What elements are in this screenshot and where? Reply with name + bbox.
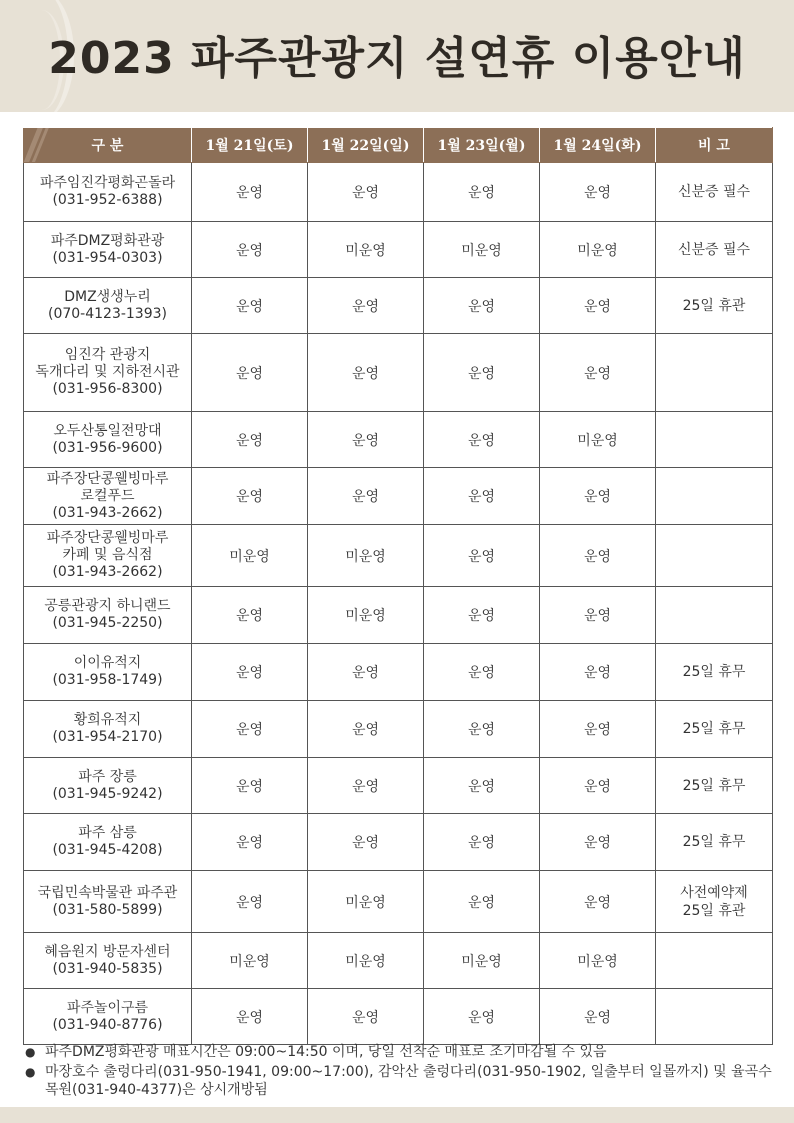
bullet-icon: ●	[25, 1045, 36, 1059]
place-name-line: (031-956-9600)	[52, 439, 163, 456]
status-cell: 운영	[540, 701, 656, 758]
footnote-item	[25, 1043, 777, 1061]
status-cell: 운영	[308, 163, 424, 222]
place-name-line: 파주 장릉	[78, 768, 137, 785]
place-name-line: 로컬푸드	[80, 487, 135, 504]
place-name-cell	[24, 587, 192, 644]
table-row	[24, 933, 773, 989]
status-cell: 운영	[424, 871, 540, 933]
place-name-cell	[24, 989, 192, 1045]
status-cell: 운영	[308, 989, 424, 1045]
status-cell: 운영	[192, 412, 308, 468]
status-cell: 운영	[192, 222, 308, 278]
status-cell: 운영	[424, 525, 540, 587]
place-name-cell	[24, 814, 192, 871]
note-cell	[656, 989, 773, 1045]
status-cell: 운영	[540, 758, 656, 814]
note-cell	[656, 163, 773, 222]
place-name-line: 이이유적지	[73, 655, 142, 671]
status-cell: 운영	[540, 278, 656, 334]
status-cell: 운영	[424, 814, 540, 871]
status-cell: 운영	[308, 334, 424, 412]
place-name-cell	[24, 871, 192, 933]
note-cell	[656, 468, 773, 525]
status-cell: 운영	[540, 871, 656, 933]
status-cell: 운영	[540, 468, 656, 525]
status-cell: 운영	[192, 701, 308, 758]
place-name-cell	[24, 412, 192, 468]
column-header: 비 고	[656, 128, 773, 163]
status-cell: 운영	[540, 989, 656, 1045]
table-row	[24, 587, 773, 644]
note-cell	[656, 587, 773, 644]
status-cell: 미운영	[424, 933, 540, 989]
place-name-cell	[24, 278, 192, 334]
status-cell: 미운영	[540, 412, 656, 468]
place-name-line: (031-945-2250)	[52, 615, 163, 631]
note-cell	[656, 412, 773, 468]
status-cell: 미운영	[540, 933, 656, 989]
status-cell: 운영	[424, 468, 540, 525]
note-cell	[656, 871, 773, 933]
table-row	[24, 758, 773, 814]
status-cell: 미운영	[192, 933, 308, 989]
place-name-cell	[24, 701, 192, 758]
note-line: 신분증 필수	[677, 184, 751, 200]
status-cell: 운영	[192, 989, 308, 1045]
table-row	[24, 814, 773, 871]
status-cell: 운영	[192, 468, 308, 525]
place-name-line: 독개다리 및 지하전시관	[35, 364, 180, 380]
place-name-line: 카페 및 음식점	[62, 547, 153, 563]
place-name-line: 오두산통일전망대	[53, 422, 162, 439]
place-name-line: 파주놀이구름	[66, 999, 149, 1016]
status-cell: 운영	[540, 525, 656, 587]
status-cell: 운영	[424, 989, 540, 1045]
status-cell: 운영	[192, 644, 308, 701]
status-cell: 운영	[308, 412, 424, 468]
place-name-line: 파주장단콩웰빙마루	[46, 530, 169, 546]
status-cell: 미운영	[424, 222, 540, 278]
table-row	[24, 525, 773, 587]
status-cell: 미운영	[308, 587, 424, 644]
place-name-cell	[24, 468, 192, 525]
note-cell	[656, 814, 773, 871]
status-cell: 운영	[540, 163, 656, 222]
place-name-line: (031-580-5899)	[52, 901, 163, 918]
place-name-line: 파주 삼릉	[78, 825, 137, 841]
note-line: 25일 휴무	[682, 664, 746, 680]
note-line: 25일 휴관	[682, 297, 746, 314]
footnote-item	[25, 1063, 777, 1099]
place-name-line: (031-945-9242)	[52, 785, 163, 802]
place-name-line: (031-940-5835)	[52, 960, 163, 977]
bullet-icon: ●	[25, 1065, 36, 1079]
table-row	[24, 644, 773, 701]
status-cell: 운영	[308, 278, 424, 334]
status-cell: 운영	[424, 163, 540, 222]
place-name-line: (031-952-6388)	[52, 192, 163, 208]
place-name-line: (031-954-2170)	[52, 729, 163, 745]
place-name-cell	[24, 758, 192, 814]
note-line: 25일 휴관	[682, 902, 746, 919]
column-header: 1월 23일(월)	[424, 128, 540, 163]
status-cell: 운영	[192, 587, 308, 644]
status-cell: 운영	[540, 644, 656, 701]
place-name-line: 파주장단콩웰빙마루	[46, 470, 169, 487]
footnote-text: 마장호수 출렁다리(031-950-1941, 09:00~17:00), 감악산 출렁다리(031-950-1902, 일출부터 일몰까지) 및 율곡수목원(031-940-4377)은 상시개방됨	[45, 1064, 772, 1098]
status-cell: 미운영	[308, 222, 424, 278]
note-cell	[656, 758, 773, 814]
status-cell: 운영	[540, 814, 656, 871]
status-cell: 운영	[424, 587, 540, 644]
place-name-line: (070-4123-1393)	[47, 305, 167, 322]
status-cell: 운영	[192, 278, 308, 334]
place-name-cell	[24, 222, 192, 278]
footnotes	[25, 1043, 777, 1101]
place-name-line: (031-956-8300)	[52, 381, 163, 397]
place-name-line: (031-954-0303)	[52, 249, 163, 266]
place-name-line: DMZ생생누리	[64, 288, 151, 305]
place-name-line: 임진각 관광지	[64, 347, 151, 363]
place-name-line: 파주DMZ평화관광	[50, 232, 165, 249]
status-cell: 운영	[192, 871, 308, 933]
status-cell: 운영	[192, 163, 308, 222]
place-name-line: (031-943-2662)	[52, 564, 163, 580]
status-cell: 운영	[424, 758, 540, 814]
footnote-text: 파주DMZ평화관광 매표시간은 09:00~14:50 이며, 당일 선착순 매표로 조기마감될 수 있음	[45, 1044, 607, 1060]
status-cell: 미운영	[540, 222, 656, 278]
status-cell: 미운영	[308, 525, 424, 587]
status-cell: 미운영	[308, 871, 424, 933]
note-line: 사전예약제	[680, 884, 748, 901]
place-name-line: 파주임진각평화곤돌라	[39, 175, 176, 191]
status-cell: 운영	[192, 814, 308, 871]
status-cell: 운영	[424, 644, 540, 701]
status-cell: 운영	[192, 334, 308, 412]
place-name-cell	[24, 525, 192, 587]
table-row	[24, 278, 773, 334]
note-line: 25일 휴무	[682, 777, 746, 794]
place-name-line: 공릉관광지 하니랜드	[44, 598, 171, 614]
status-cell: 미운영	[192, 525, 308, 587]
column-header: 1월 22일(일)	[308, 128, 424, 163]
note-line: 25일 휴무	[682, 834, 746, 850]
place-name-line: (031-958-1749)	[52, 672, 163, 688]
column-header: 구 분	[24, 128, 192, 163]
place-name-line: 국립민속박물관 파주관	[37, 884, 178, 901]
status-cell: 운영	[192, 758, 308, 814]
status-cell: 운영	[308, 814, 424, 871]
status-cell: 운영	[424, 412, 540, 468]
status-cell: 운영	[308, 468, 424, 525]
note-cell	[656, 701, 773, 758]
note-cell	[656, 222, 773, 278]
column-header: 1월 21일(토)	[192, 128, 308, 163]
status-cell: 운영	[540, 334, 656, 412]
table-row	[24, 871, 773, 933]
header-banner	[0, 0, 794, 112]
note-cell	[656, 644, 773, 701]
table-row	[24, 989, 773, 1045]
status-cell: 운영	[424, 334, 540, 412]
table-row	[24, 468, 773, 525]
note-line: 25일 휴무	[682, 721, 746, 737]
status-cell: 운영	[308, 758, 424, 814]
place-name-line: (031-943-2662)	[52, 504, 163, 521]
status-cell: 운영	[424, 701, 540, 758]
status-cell: 미운영	[308, 933, 424, 989]
schedule-table	[23, 127, 773, 1045]
place-name-cell	[24, 163, 192, 222]
place-name-cell	[24, 334, 192, 412]
table-row	[24, 412, 773, 468]
table-row	[24, 163, 773, 222]
footer-bar	[0, 1107, 794, 1123]
note-cell	[656, 933, 773, 989]
column-header: 1월 24일(화)	[540, 128, 656, 163]
table-header-row	[24, 128, 773, 163]
place-name-line: (031-945-4208)	[52, 842, 163, 858]
place-name-line: (031-940-8776)	[52, 1016, 163, 1033]
place-name-line: 혜음원지 방문자센터	[44, 943, 171, 960]
status-cell: 운영	[308, 644, 424, 701]
status-cell: 운영	[540, 587, 656, 644]
place-name-cell	[24, 933, 192, 989]
note-cell	[656, 334, 773, 412]
place-name-cell	[24, 644, 192, 701]
table-row	[24, 334, 773, 412]
table-row	[24, 222, 773, 278]
table-row	[24, 701, 773, 758]
note-cell	[656, 525, 773, 587]
place-name-line: 황희유적지	[73, 712, 142, 728]
page-title: 2023 파주관광지 설연휴 이용안내	[48, 33, 746, 84]
status-cell: 운영	[424, 278, 540, 334]
note-line: 신분증 필수	[677, 241, 751, 258]
note-cell	[656, 278, 773, 334]
status-cell: 운영	[308, 701, 424, 758]
